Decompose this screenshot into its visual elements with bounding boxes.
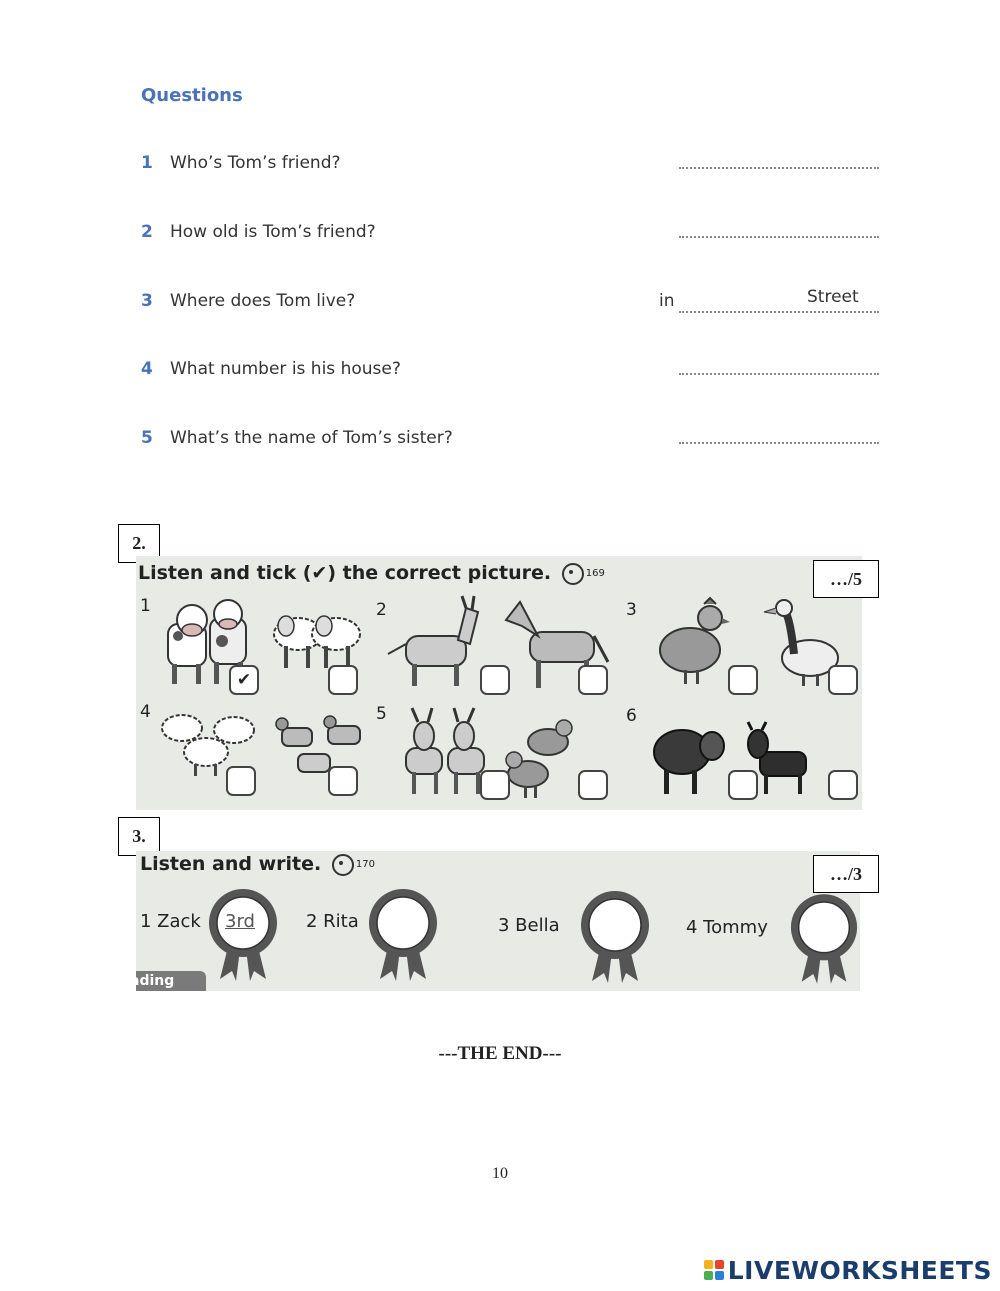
rosette-icon — [788, 891, 860, 987]
track-number: 170 — [355, 859, 375, 870]
question-text: Where does Tom live? — [170, 291, 356, 311]
item-number: 4 — [140, 702, 151, 722]
tick-checkbox[interactable] — [328, 766, 358, 796]
name-label: 1 Zack — [140, 911, 201, 932]
liveworksheets-icon — [704, 1260, 724, 1280]
section-3-score: …/3 — [813, 855, 879, 893]
rosette-icon — [366, 887, 440, 983]
section-2-score: …/5 — [813, 560, 879, 598]
listen-write-panel — [130, 851, 860, 991]
questions-heading: Questions — [141, 85, 243, 106]
tick-checkbox[interactable]: ✔ — [229, 665, 259, 695]
sheep-icon — [270, 608, 362, 672]
tick-checkbox[interactable] — [480, 770, 510, 800]
question-text: How old is Tom’s friend? — [170, 222, 376, 242]
section-3-label: 3. — [118, 817, 160, 856]
tick-checkbox[interactable] — [226, 766, 256, 796]
black-sheep-icon — [652, 724, 726, 796]
hens-icon — [502, 718, 582, 800]
question-text: Who’s Tom’s friend? — [170, 153, 341, 173]
tick-picture-panel — [136, 556, 862, 810]
question-row — [141, 153, 881, 183]
section-2-title — [138, 562, 605, 585]
section-3-title-text: Listen and write. — [140, 853, 322, 875]
item-number: 6 — [626, 706, 637, 726]
question-number: 3 — [141, 291, 153, 311]
question-number: 2 — [141, 222, 153, 242]
name-label: 2 Rita — [306, 911, 359, 932]
brand-logo — [704, 1255, 992, 1285]
brand-name: LIVEWORKSHEETS — [727, 1255, 992, 1285]
tick-checkbox[interactable] — [828, 770, 858, 800]
reading-tab-text: ading — [130, 973, 175, 989]
question-number: 4 — [141, 359, 153, 379]
audio-track-icon — [332, 854, 354, 876]
rosette-answer[interactable]: 3rd — [225, 911, 255, 932]
question-row — [141, 222, 881, 252]
question-row — [141, 359, 881, 389]
section-3-title — [140, 853, 375, 876]
page-number: 10 — [492, 1165, 508, 1182]
name-label: 3 Bella — [498, 915, 560, 936]
donkey-icon — [382, 596, 482, 688]
item-number: 3 — [626, 600, 637, 620]
question-text: What number is his house? — [170, 359, 401, 379]
tick-checkbox[interactable] — [480, 665, 510, 695]
rosette-icon — [206, 887, 280, 983]
question-row — [141, 428, 881, 458]
tick-checkbox[interactable] — [728, 665, 758, 695]
question-number: 1 — [141, 153, 153, 173]
audio-track-icon — [562, 563, 584, 585]
track-number: 169 — [585, 568, 605, 579]
answer-field[interactable] — [679, 167, 879, 169]
answer-suffix: Street — [807, 287, 859, 307]
tick-checkbox[interactable] — [328, 665, 358, 695]
answer-field[interactable] — [679, 373, 879, 375]
section-2-label: 2. — [118, 524, 160, 563]
question-text: What’s the name of Tom’s sister? — [170, 428, 453, 448]
hen-icon — [654, 596, 734, 686]
rosette-icon — [578, 889, 652, 985]
tick-checkbox[interactable] — [828, 665, 858, 695]
answer-field[interactable] — [679, 311, 879, 313]
reading-tab — [130, 971, 206, 991]
item-number: 2 — [376, 600, 387, 620]
name-label: 4 Tommy — [686, 917, 768, 938]
question-number: 5 — [141, 428, 153, 448]
answer-field[interactable] — [679, 236, 879, 238]
item-number: 1 — [140, 596, 151, 616]
answer-field[interactable] — [679, 442, 879, 444]
answer-prefix: in — [659, 291, 675, 311]
tick-checkbox[interactable] — [578, 770, 608, 800]
tick-checkbox[interactable] — [728, 770, 758, 800]
item-number: 5 — [376, 704, 387, 724]
the-end-text: ---THE END--- — [438, 1043, 562, 1064]
tick-checkbox[interactable] — [578, 665, 608, 695]
question-row — [141, 287, 881, 321]
section-2-title-text: Listen and tick (✔) the correct picture. — [138, 562, 552, 584]
